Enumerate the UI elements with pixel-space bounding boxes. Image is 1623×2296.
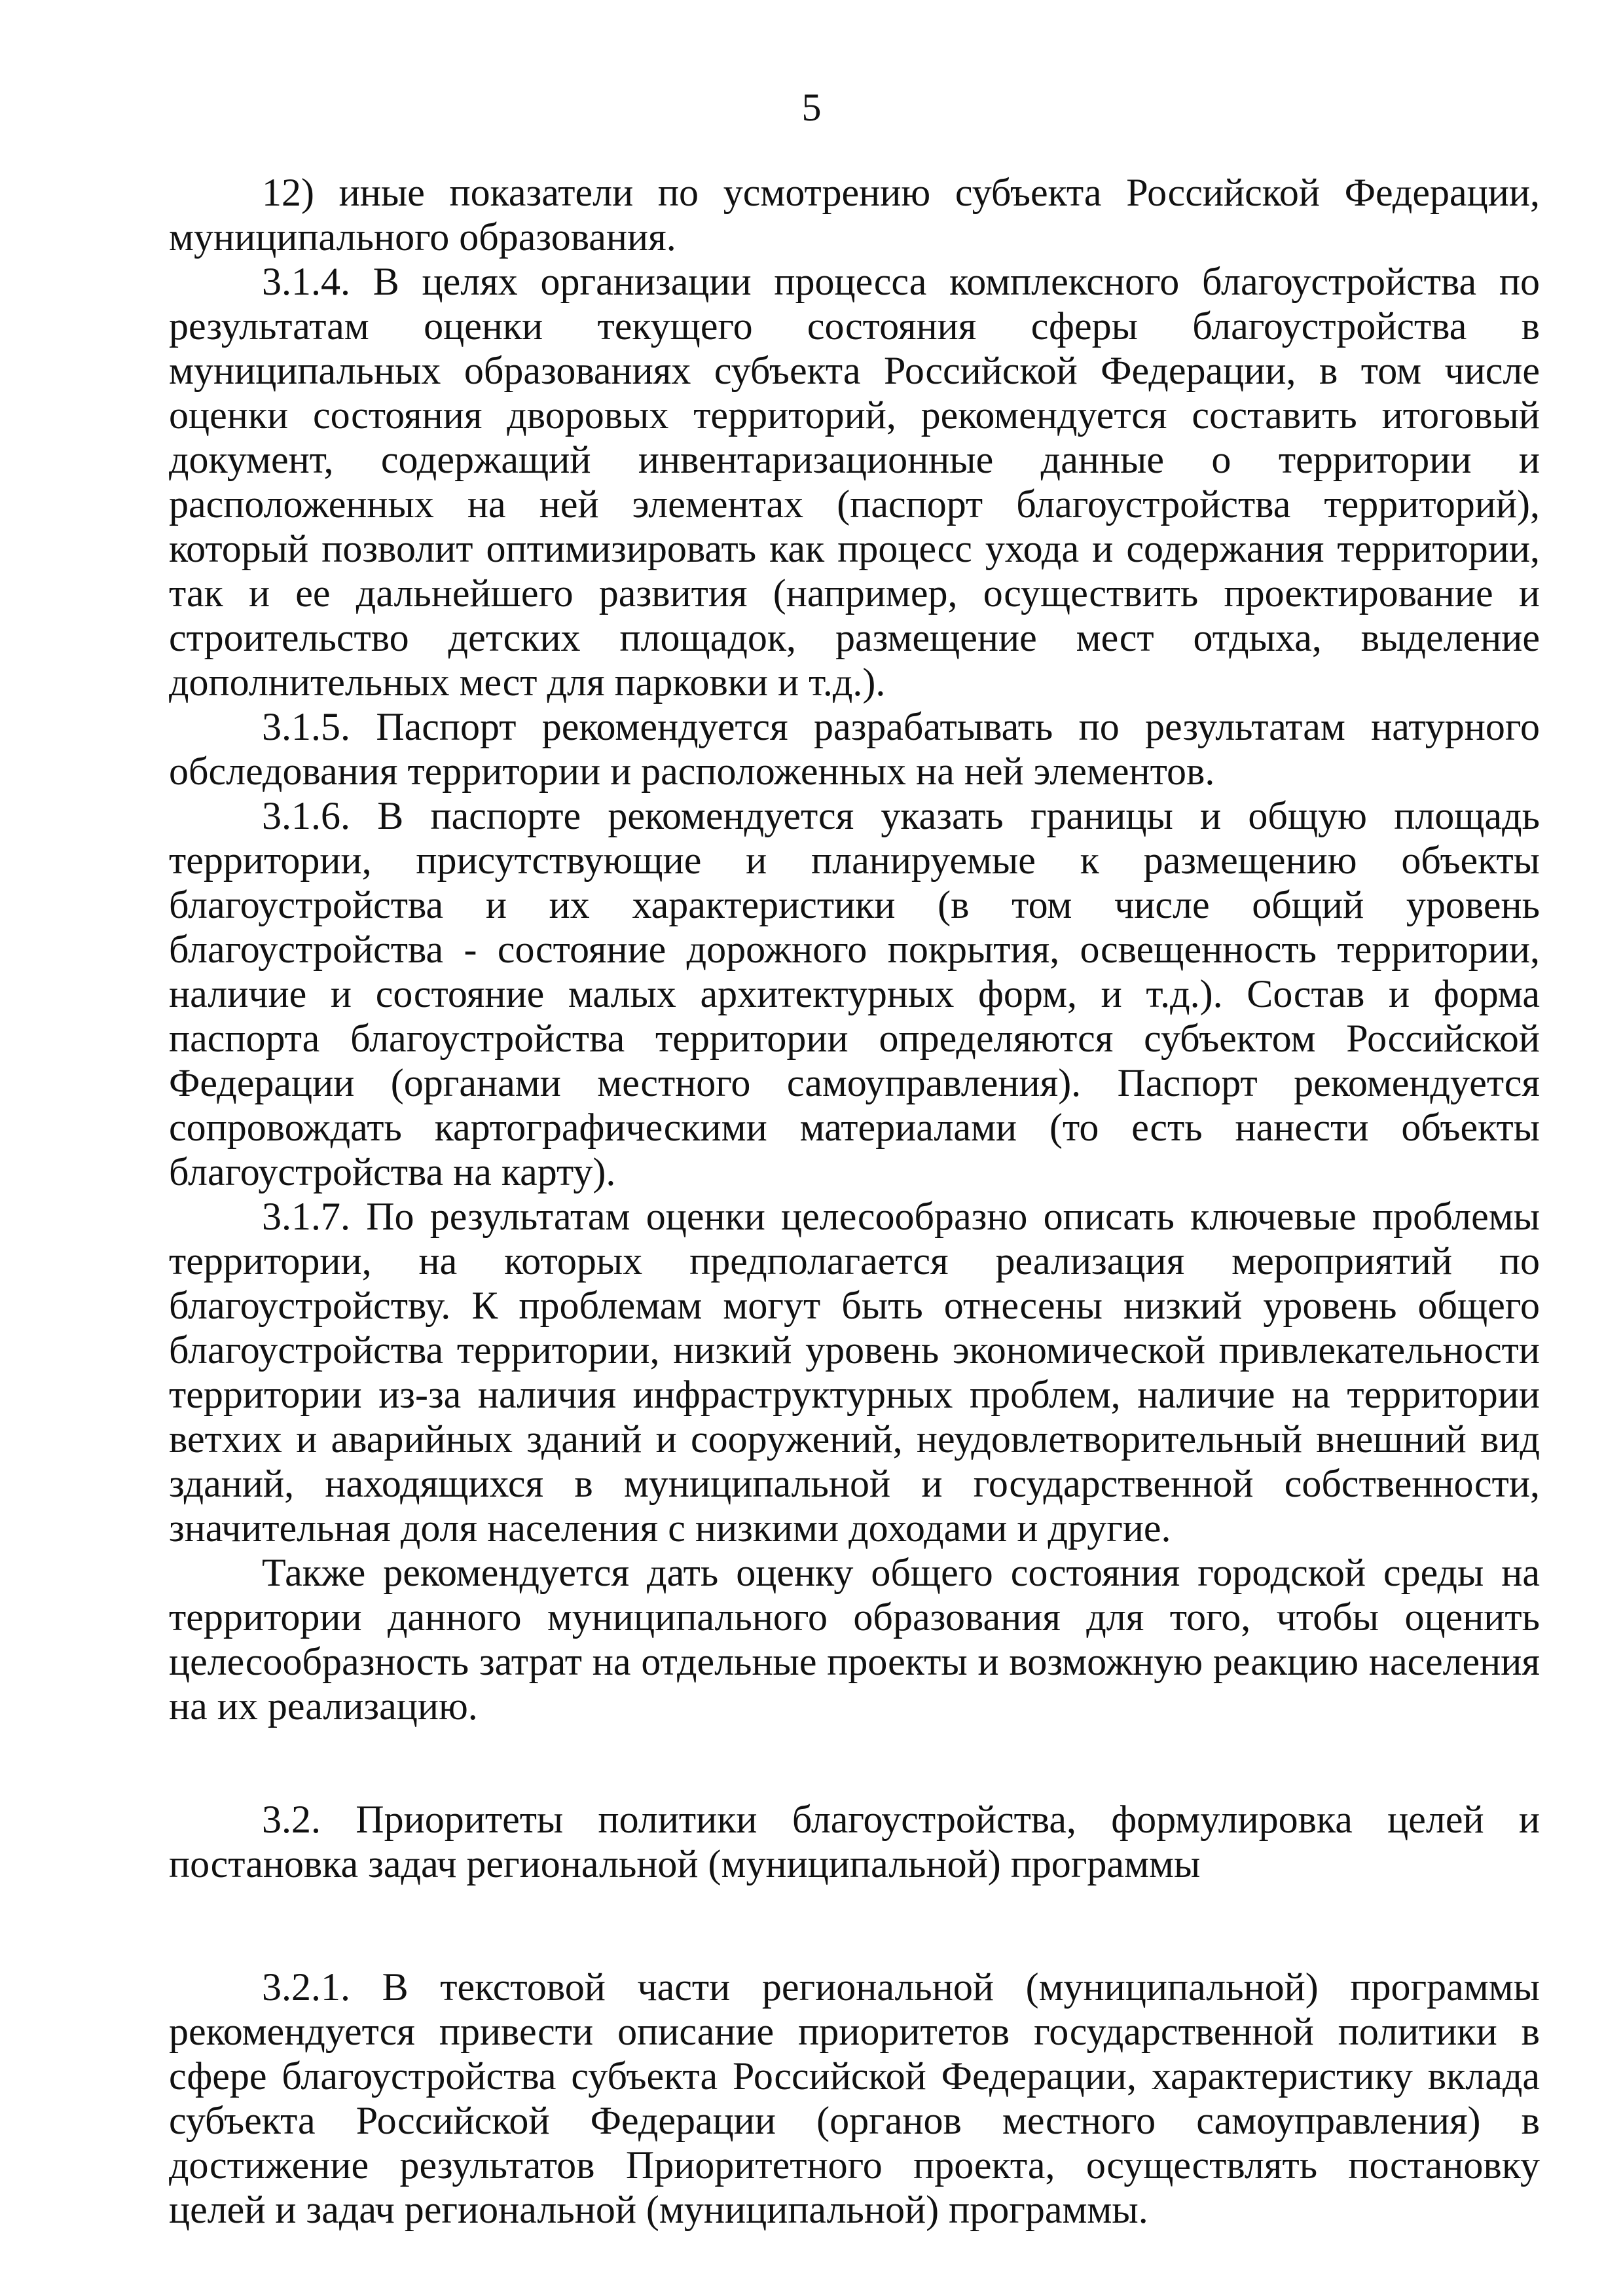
page-number: 5 (801, 86, 822, 129)
paragraph-item-12: 12) иные показатели по усмотрению субъекта Российской Федерации, муниципального образования. (169, 171, 1540, 259)
document-body (169, 170, 1540, 2232)
paragraph-3-1-4: 3.1.4. В целях организации процесса комплексного благоустройства по результатам оценки текущего состояния сферы благоустройства в муниципальных образованиях субъекта Российской Федерации, в том числе оценки состояния дворовых территорий, рекомендуется составить итоговый документ, содержащий инвентаризационные данные о территории и расположенных на ней элементах (паспорт благоустройства территорий), который позволит оптимизировать как процесс ухода и содержания территории, так и ее дальнейшего развития (например, осуществить проектирование и строительство детских площадок, размещение мест отдыха, выделение дополнительных мест для парковки и т.д.). (169, 260, 1540, 704)
section-heading-3-2: 3.2. Приоритеты политики благоустройства, формулировка целей и постановка задач региональной (муниципальной) программы (169, 1798, 1540, 1886)
paragraph-assessment: Также рекомендуется дать оценку общего состояния городской среды на территории данного муниципального образования для того, чтобы оценить целесообразность затрат на отдельные проекты и возможную реакцию населения на их реализацию. (169, 1551, 1540, 1728)
paragraph-3-1-7: 3.1.7. По результатам оценки целесообразно описать ключевые проблемы территории, на которых предполагается реализация мероприятий по благоустройству. К проблемам могут быть отнесены низкий уровень общего благоустройства территории, низкий уровень экономической привлекательности территории из-за наличия инфраструктурных проблем, наличие на территории ветхих и аварийных зданий и сооружений, неудовлетворительный внешний вид зданий, находящихся в муниципальной и государственной собственности, значительная доля населения с низкими доходами и другие. (169, 1195, 1540, 1550)
paragraph-3-1-6: 3.1.6. В паспорте рекомендуется указать границы и общую площадь территории, присутствующие и планируемые к размещению объекты благоустройства и их характеристики (в том числе общий уровень благоустройства - состояние дорожного покрытия, освещенность территории, наличие и состояние малых архитектурных форм, и т.д.). Состав и форма паспорта благоустройства территории определяются субъектом Российской Федерации (органами местного самоуправления). Паспорт рекомендуется сопровождать картографическими материалами (то есть нанести объекты благоустройства на карту). (169, 794, 1540, 1194)
paragraph-3-1-5: 3.1.5. Паспорт рекомендуется разрабатывать по результатам натурного обследования территории и расположенных на ней элементов. (169, 705, 1540, 793)
paragraph-3-2-1: 3.2.1. В текстовой части региональной (муниципальной) программы рекомендуется привести описание приоритетов государственной политики в сфере благоустройства субъекта Российской Федерации, характеристику вклада субъекта Российской Федерации (органов местного самоуправления) в достижение результатов Приоритетного проекта, осуществлять постановку целей и задач региональной (муниципальной) программы. (169, 1965, 1540, 2231)
